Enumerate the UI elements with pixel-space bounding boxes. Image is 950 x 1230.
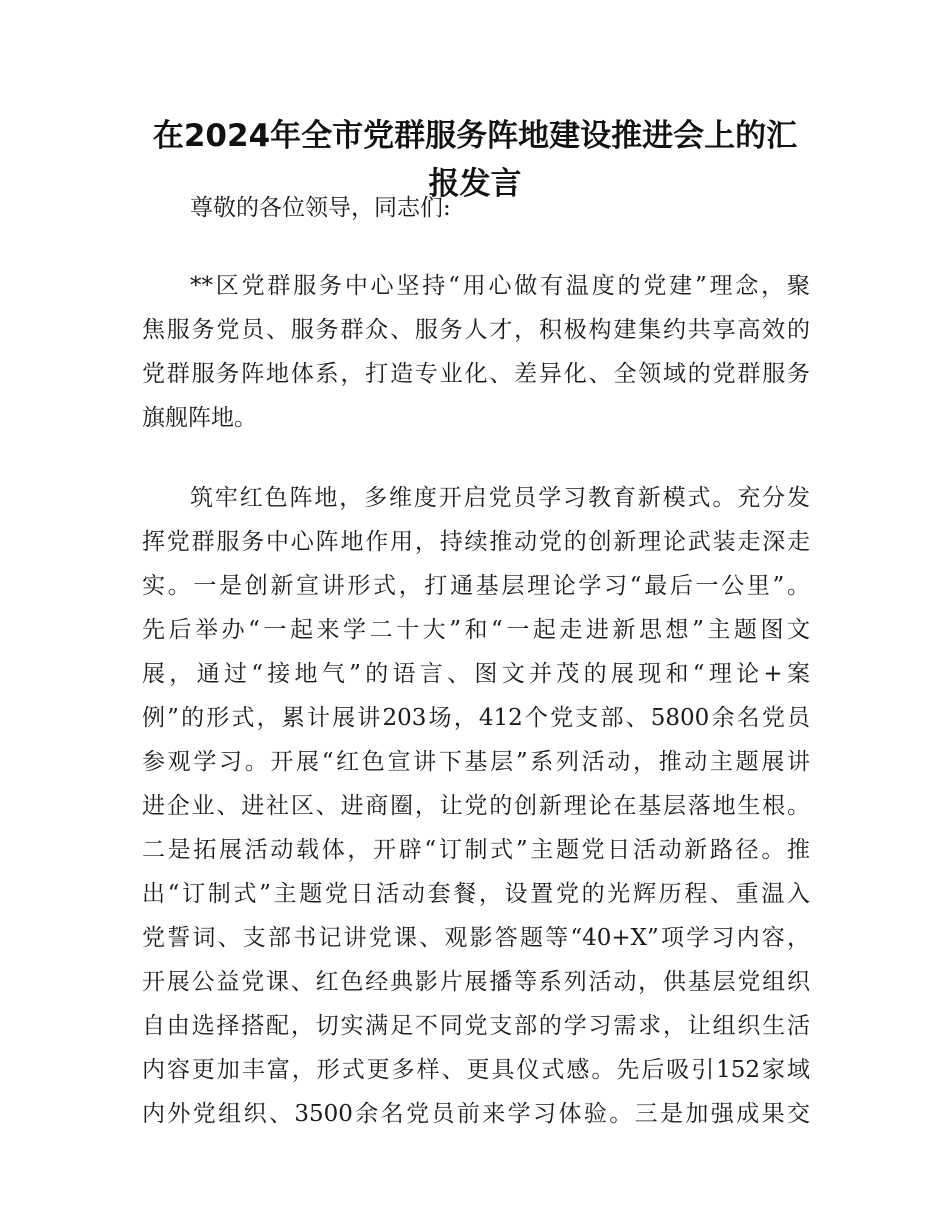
paragraph-line: 参观学习。开展“红色宣讲下基层”系列活动，推动主题展讲 (142, 749, 810, 775)
paragraph-line: 实。一是创新宣讲形式，打通基层理论学习“最后一公里”。 (142, 573, 810, 599)
paragraph-line: 旗舰阵地。 (142, 405, 257, 431)
paragraph-line: 挥党群服务中心阵地作用，持续推动党的创新理论武装走深走 (142, 529, 810, 555)
paragraph-line: **区党群服务中心坚持“用心做有温度的党建”理念，聚 (190, 273, 810, 299)
paragraph-line: 焦服务党员、服务群众、服务人才，积极构建集约共享高效的 (142, 317, 810, 343)
paragraph-line: 二是拓展活动载体，开辟“订制式”主题党日活动新路径。推 (142, 837, 810, 863)
salutation: 尊敬的各位领导，同志们: (190, 195, 451, 221)
paragraph-line: 开展公益党课、红色经典影片展播等系列活动，供基层党组织 (142, 969, 810, 995)
paragraph-line: 出“订制式”主题党日活动套餐，设置党的光辉历程、重温入 (142, 881, 810, 907)
paragraph-line: 进企业、进社区、进商圈，让党的创新理论在基层落地生根。 (142, 793, 810, 819)
title-line-2: 报发言 (428, 166, 522, 202)
paragraph-line: 筑牢红色阵地，多维度开启党员学习教育新模式。充分发 (190, 485, 810, 511)
paragraph-line: 先后举办“一起来学二十大”和“一起走进新思想”主题图文 (142, 617, 810, 643)
title-line-1: 在2024年全市党群服务阵地建设推进会上的汇 (152, 118, 798, 154)
paragraph-line: 党群服务阵地体系，打造专业化、差异化、全领域的党群服务 (142, 361, 810, 387)
paragraph-line: 例”的形式，累计展讲203场，412个党支部、5800余名党员 (142, 705, 810, 731)
paragraph-line: 展，通过“接地气”的语言、图文并茂的展现和“理论+案 (142, 661, 810, 687)
paragraph-line: 党誓词、支部书记讲党课、观影答题等“40+X”项学习内容， (142, 925, 810, 951)
paragraph-line: 内容更加丰富，形式更多样、更具仪式感。先后吸引152家域 (142, 1057, 810, 1083)
paragraph-line: 自由选择搭配，切实满足不同党支部的学习需求，让组织生活 (142, 1013, 810, 1039)
paragraph-line: 内外党组织、3500余名党员前来学习体验。三是加强成果交 (142, 1101, 810, 1127)
